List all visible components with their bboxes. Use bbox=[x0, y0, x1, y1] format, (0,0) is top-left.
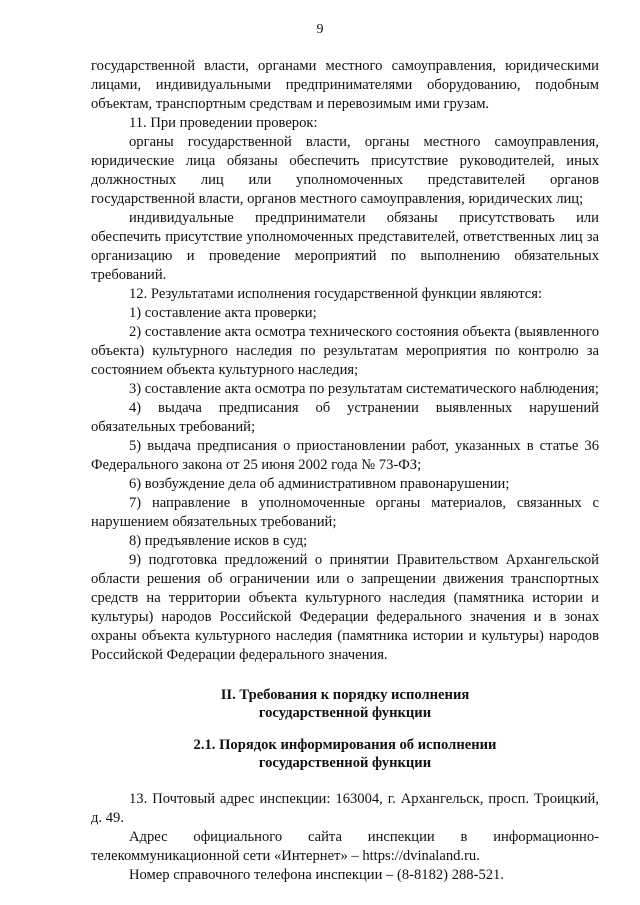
section-heading-line-2: государственной функции bbox=[258, 705, 432, 721]
page-number: 9 bbox=[316, 22, 324, 37]
list-item-3: 3) составление акта осмотра по результатам систематического наблюдения; bbox=[129, 381, 599, 397]
section-heading-line-1: II. Требования к порядку исполнения bbox=[220, 687, 470, 703]
paragraph-website: Адрес официального сайта инспекции в информационно-телекоммуникационной сети «Интернет» – https://dvinaland.ru. bbox=[91, 829, 599, 864]
subsection-heading-line-2: государственной функции bbox=[258, 755, 432, 771]
paragraph-item-12: 12. Результатами исполнения государственной функции являются: bbox=[129, 286, 543, 302]
list-item-6: 6) возбуждение дела об административном правонарушении; bbox=[129, 476, 510, 492]
list-item-9: 9) подготовка предложений о принятии Правительством Архангельской области решения об ограничении или о запрещении движения транспортных средств на территории объекта культурного наследия (памятника истории и культуры) народов Российской Федерации федерального значения и в зонах охраны объекта культурного наследия (памятника истории и культуры) народов Российской Федерации федерального значения. bbox=[91, 552, 599, 663]
list-item-1: 1) составление акта проверки; bbox=[129, 305, 317, 321]
paragraph-postal-address: 13. Почтовый адрес инспекции: 163004, г. Архангельск, просп. Троицкий, д. 49. bbox=[91, 791, 599, 826]
subsection-heading-line-1: 2.1. Порядок информирования об исполнении bbox=[193, 737, 497, 753]
list-item-4: 4) выдача предписания об устранении выявленных нарушений обязательных требований; bbox=[91, 400, 599, 435]
section-heading bbox=[91, 686, 599, 722]
list-item-5: 5) выдача предписания о приостановлении работ, указанных в статье 36 Федерального закона от 25 июня 2002 года № 73-ФЗ; bbox=[91, 438, 599, 473]
list-item-8: 8) предъявление исков в суд; bbox=[129, 533, 308, 549]
paragraph-authorities: органы государственной власти, органы местного самоуправления, юридические лица обязаны обеспечить присутствие руководителей, иных должностных лиц или уполномоченных представителей органов государственной власти, органов местного самоуправления, юридических лиц; bbox=[91, 134, 599, 207]
paragraph-item-11: 11. При проведении проверок: bbox=[129, 115, 318, 131]
paragraph-entrepreneurs: индивидуальные предприниматели обязаны присутствовать или обеспечить присутствие уполномоченных представителей, ответственных лиц за организацию и проведение мероприятий по выполнению обязательных требований. bbox=[91, 210, 599, 283]
list-item-7: 7) направление в уполномоченные органы материалов, связанных с нарушением обязательных требований; bbox=[91, 495, 599, 530]
subsection-heading bbox=[91, 736, 599, 772]
document-body bbox=[91, 57, 599, 885]
paragraph-continuation: государственной власти, органами местного самоуправления, юридическими лицами, индивидуальными предпринимателями оборудованию, подобным объектам, транспортным средствам и перевозимым ими грузам. bbox=[91, 58, 599, 112]
list-item-2: 2) составление акта осмотра технического состояния объекта (выявленного объекта) культурного наследия по результатам мероприятия по контролю за состоянием объекта культурного наследия; bbox=[91, 324, 599, 378]
paragraph-phone: Номер справочного телефона инспекции – (8-8182) 288-521. bbox=[129, 867, 504, 883]
